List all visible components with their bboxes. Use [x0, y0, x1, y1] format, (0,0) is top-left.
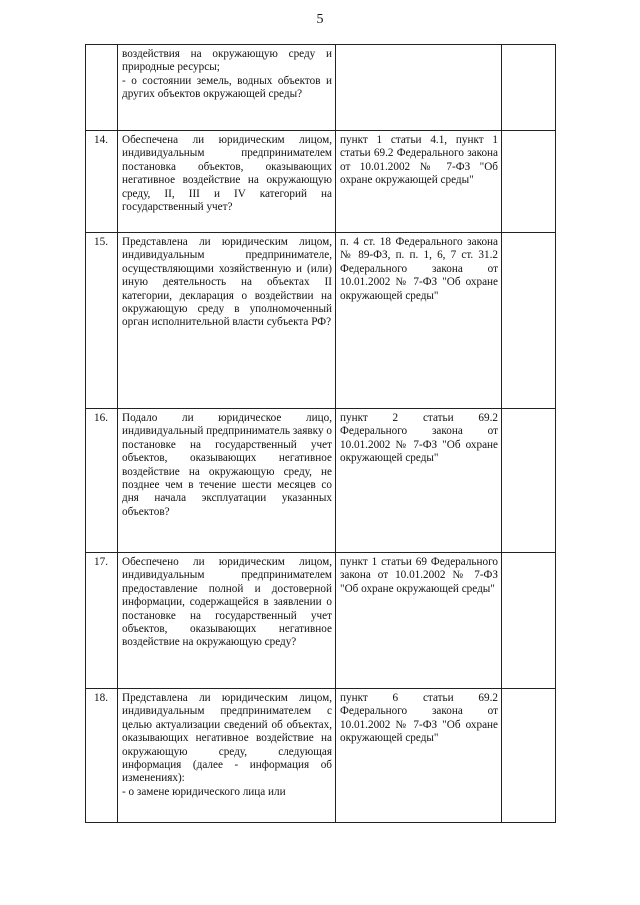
row-number: 15.	[86, 233, 118, 409]
question-paragraph: Представлена ли юридическим лицом, индивидуальным предпринимателем с целью актуализации сведений об объектах, оказывающих негативное воздействие на окружающую среду, следующая информация (далее - информация об изменениях):	[122, 692, 332, 785]
note-cell	[502, 689, 556, 823]
question-paragraph: Представлена ли юридическим лицом, индивидуальным предпринимателе, осуществляющими хозяйственную и (или) иную деятельность на объектах II категории, декларация о воздействии на окружающую среду в уполномоченный орган исполнительной власти субъекта РФ?	[122, 236, 332, 329]
row-number: 16.	[86, 409, 118, 553]
question-paragraph: Обеспечено ли юридическим лицом, индивидуальным предпринимателем предоставление полной и достоверной информации, содержащейся в заявлении о постановке на государственный учет объектов, оказывающих негативное воздействие на окружающую среду?	[122, 556, 332, 649]
reference-cell	[336, 45, 502, 131]
question-cell	[118, 689, 336, 823]
note-cell	[502, 409, 556, 553]
reference-cell: п. 4 ст. 18 Федерального закона № 89-ФЗ, п. п. 1, 6, 7 ст. 31.2 Федерального закона от 10.01.2002 № 7-ФЗ "Об охране окружающей среды"	[336, 233, 502, 409]
question-cell	[118, 233, 336, 409]
question-paragraph: Обеспечена ли юридическим лицом, индивидуальным предпринимателем постановка объектов, оказывающих негативное воздействие на окружающую среду, II, III и IV категорий на государственный учет?	[122, 134, 332, 214]
question-cell	[118, 131, 336, 233]
page-number: 5	[316, 12, 324, 27]
question-paragraph: - о замене юридического лица или	[122, 785, 286, 798]
reference-cell: пункт 1 статьи 69 Федерального закона от 10.01.2002 № 7-ФЗ "Об охране окружающей среды"	[336, 553, 502, 689]
question-cell	[118, 553, 336, 689]
question-paragraph: воздействия на окружающую среду и природные ресурсы;	[122, 48, 332, 74]
row-number: 17.	[86, 553, 118, 689]
question-paragraph: - о состоянии земель, водных объектов и других объектов окружающей среды?	[122, 74, 332, 101]
reference-cell: пункт 2 статьи 69.2 Федерального закона от 10.01.2002 № 7-ФЗ "Об охране окружающей среды"	[336, 409, 502, 553]
row-number: 14.	[86, 131, 118, 233]
reference-cell: пункт 6 статьи 69.2 Федерального закона от 10.01.2002 № 7-ФЗ "Об охране окружающей среды"	[336, 689, 502, 823]
checklist-table	[85, 44, 556, 823]
table-row	[86, 233, 556, 409]
question-cell	[118, 409, 336, 553]
table-row	[86, 553, 556, 689]
note-cell	[502, 553, 556, 689]
question-cell	[118, 45, 336, 131]
reference-cell: пункт 1 статьи 4.1, пункт 1 статьи 69.2 Федерального закона от 10.01.2002 № 7-ФЗ "Об охране окружающей среды"	[336, 131, 502, 233]
note-cell	[502, 233, 556, 409]
question-paragraph: Подало ли юридическое лицо, индивидуальный предприниматель заявку о постановке на государственный учет объектов, оказывающих негативное воздействие на окружающую среду, не позднее чем в течение шести месяцев со дня начала эксплуатации указанных объектов?	[122, 412, 332, 518]
table-row	[86, 131, 556, 233]
table-row	[86, 689, 556, 823]
note-cell	[502, 131, 556, 233]
row-number: 18.	[86, 689, 118, 823]
table-row	[86, 45, 556, 131]
note-cell	[502, 45, 556, 131]
row-number	[86, 45, 118, 131]
table-row	[86, 409, 556, 553]
